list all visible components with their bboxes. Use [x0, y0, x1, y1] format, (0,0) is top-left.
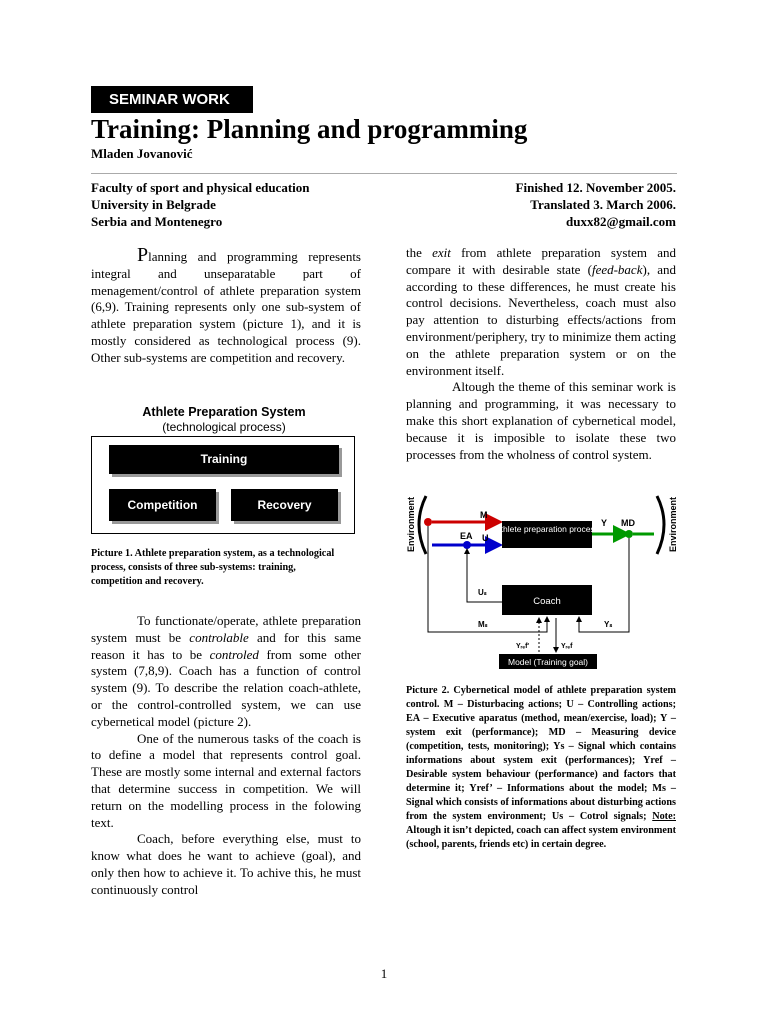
- environment-right-arc: [657, 496, 664, 554]
- author-name: Mladen Jovanović: [91, 146, 193, 161]
- header-rule: [91, 173, 677, 174]
- model-label: Model (Training goal): [508, 657, 588, 667]
- u-label: U: [482, 533, 489, 543]
- cybernetics-paragraph: Altough the theme of this seminar work is planning and programming, it was necessary to make this short explanation of cybernetical model, because it is imposible to isolate these two processes from the wholness of control system.: [406, 379, 676, 462]
- md-label: MD: [621, 518, 635, 528]
- environment-left-label: Environment: [406, 496, 416, 552]
- figure-1-subtitle: (technological process): [162, 420, 286, 434]
- recovery-box: Recovery: [231, 489, 338, 521]
- competition-box: Competition: [109, 489, 216, 521]
- yref-label: Yᵣₑf: [561, 643, 573, 650]
- translated-date: Translated 3. March 2006.: [530, 197, 676, 212]
- left-column-body: [91, 613, 361, 899]
- finished-date: Finished 12. November 2005.: [515, 180, 676, 195]
- affiliation: [91, 179, 310, 230]
- ms-label: Mₛ: [478, 620, 488, 629]
- author-email: duxx82@gmail.com: [566, 214, 676, 229]
- md-dot: [625, 530, 633, 538]
- figure-1-title: Athlete Preparation System: [142, 405, 306, 419]
- intro-paragraph: [91, 244, 361, 367]
- dates-block: [516, 179, 676, 230]
- figure-2-caption: [406, 684, 676, 852]
- left-column-intro: [91, 244, 361, 367]
- coach-label: Coach: [533, 596, 561, 607]
- paper-title: Training: Planning and programming: [91, 114, 528, 144]
- figure-1-caption: Picture 1. Athlete preparation system, as a technological process, consists of three sub-systems: training, competition and recovery.: [91, 548, 335, 587]
- right-column-body: [406, 245, 676, 463]
- controllability-paragraph: To functionate/operate, athlete preparation system must be controlable and for this same reason it has to be controled from some other system (7,8,9). Coach has a function of control system (9). To describe the relation coach-athlete, or the control-controlled system, we can use cybernetical model (picture 2).: [91, 613, 362, 729]
- affiliation-line: Faculty of sport and physical education: [91, 180, 310, 195]
- coach-paragraph: Coach, before everything else, must to know what does he want to achieve (goal), and only then how to achieve it. To achive this, he must continuously control: [91, 831, 361, 897]
- intro-text: lanning and programming represents integral and unseparatable part of menagement/control of athlete preparation system (6,9). Training represents only one sub-system of athlete preparation system (picture 1), and it is mostly considered as technological process (9). Other sub-systems are competition and recovery.: [91, 249, 361, 365]
- figure-2-diagram: [404, 492, 680, 674]
- us-label: Uₛ: [478, 588, 487, 597]
- environment-right-label: Environment: [668, 496, 678, 552]
- caption-note: Note:: [652, 811, 676, 822]
- affiliation-line: University in Belgrade: [91, 197, 216, 212]
- caption-main: Picture 2. Cybernetical model of athlete preparation system control. M – Disturbacing actions; U – Controlling actions; EA – Executive aparatus (method, mean/exercise, load); Y – system exit (performance); MD – Measuring device (competition, tests, monitoring); Ys – Signal which contains informations about system exit (performances); Yref – Desirable system behaviour (performance) and factors that determine it; Yref’ – Informations about the model; Ms – Signal which consists of informations about disturbing actions from the system environment; Us – Cotrol signals;: [406, 685, 676, 822]
- affiliation-line: Serbia and Montenegro: [91, 214, 223, 229]
- ea-label: EA: [460, 531, 473, 541]
- drop-cap: P: [137, 244, 149, 266]
- model-paragraph: One of the numerous tasks of the coach is to define a model that represents control goal. These are mostly some internal and external factors that determine success in competition. We will return on the modelling process in the folowing text.: [91, 730, 361, 830]
- figure-1-frame: [91, 436, 355, 534]
- seminar-work-badge: SEMINAR WORK: [91, 86, 253, 113]
- athlete-process-label: Athlete preparation process: [495, 524, 599, 534]
- m-label: M: [480, 510, 488, 520]
- yref-prime-label: Yᵣₑf': [516, 643, 530, 650]
- training-box: Training: [109, 445, 339, 474]
- page-number: 1: [380, 966, 388, 981]
- ys-label: Yₛ: [604, 620, 613, 629]
- caption-tail: Altough it isn’t depicted, coach can affect system environment (school, parents, friends etc) in certain degree.: [406, 825, 676, 850]
- disturbance-source-dot: [424, 518, 432, 526]
- feedback-paragraph: the exit from athlete preparation system and compare it with desirable state (feed-back), and according to these differences, he must create his control decisions. Nevertheless, coach must also pay attention to disturbing effects/actions from environment/periphery, try to minimize them acting on the athlete preparation system or on the environment itself.: [406, 245, 676, 378]
- environment-left-arc: [419, 496, 426, 554]
- figure-1: [91, 405, 357, 534]
- y-label: Y: [601, 518, 608, 528]
